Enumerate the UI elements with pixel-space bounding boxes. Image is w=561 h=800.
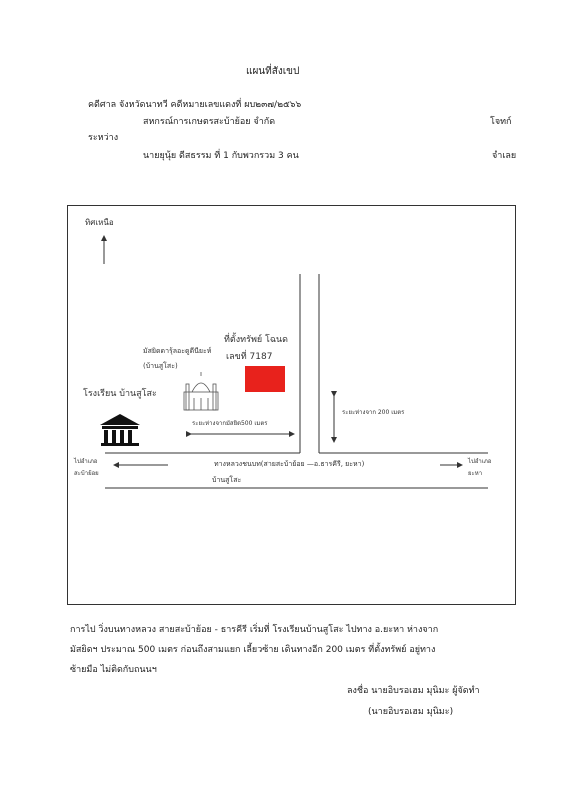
defendant-role: จำเลย	[492, 151, 517, 161]
property-marker	[245, 366, 285, 392]
property-label-line1: ที่ตั้งทรัพย์ โฉนด	[224, 335, 288, 345]
right-direction-line1: ไปอำเภอ	[468, 458, 492, 465]
page-title: แผนที่สังเขป	[246, 66, 300, 77]
left-direction-line1: ไปอำเภอ	[74, 458, 98, 465]
school-icon	[100, 414, 140, 446]
junction-distance-label: ระยะห่างจาก 200 เมตร	[342, 409, 405, 416]
signature-line: ลงชื่อ นายอิบรอเฮม มุนิมะ ผู้จัดทำ	[347, 686, 480, 696]
mosque-label-line1: มัสยิดดารุ้ลอะดูดีนียะห์	[143, 347, 212, 355]
plaintiff-name: สหกรณ์การเกษตรสะบ้าย้อย จำกัด	[143, 117, 276, 127]
road-label: ทางหลวงชนบท(สายสะบ้าย้อย —อ.ธารคีรี, ยะหา)	[214, 460, 365, 468]
between-label: ระหว่าง	[88, 133, 119, 143]
case-number-line: คดีศาล จังหวัดนาทวี คดีหมายเลขแดงที่ ผบ๒๓๗/๒๕๖๖	[88, 100, 302, 110]
property-label-line2: เลขที่ 7187	[226, 352, 273, 362]
route-description-line1: การไป วิ่งบนทางหลวง สายสะบ้าย้อย - ธารคีรี เริ่มที่ โรงเรียนบ้านสูโสะ ไปทาง อ.ยะหา ห่างจาก	[70, 625, 439, 635]
left-direction-line2: สะบ้าย้อย	[74, 470, 99, 477]
mosque-distance-label: ระยะห่างจากมัสยิด500 เมตร	[192, 420, 268, 427]
defendant-name: นายยุนุ้ย ดีสธรรม ที่ 1 กับพวกรวม 3 คน	[143, 151, 299, 161]
village-label: บ้านสูโสะ	[212, 476, 242, 484]
mosque-label-line2: (บ้านสูโสะ)	[143, 362, 178, 370]
route-description-line3: ซ้ายมือ ไม่ติดกับถนนฯ	[70, 665, 157, 675]
north-label: ทิศเหนือ	[85, 218, 114, 227]
route-description-line2: มัสยิดฯ ประมาณ 500 เมตร ก่อนถึงสามแยก เลี้ยวซ้าย เดินทางอีก 200 เมตร ที่ตั้งทรัพย์ อยู่ทาง	[70, 645, 436, 655]
sketch-map	[67, 205, 516, 605]
plaintiff-role: โจทก์	[490, 117, 512, 127]
school-label: โรงเรียน บ้านสูโสะ	[83, 389, 157, 399]
signer-name: (นายอิบรอเฮม มุนิมะ)	[368, 707, 454, 717]
right-direction-line2: ยะหา	[468, 470, 483, 477]
map-drawing	[68, 206, 517, 606]
mosque-icon	[184, 372, 218, 410]
